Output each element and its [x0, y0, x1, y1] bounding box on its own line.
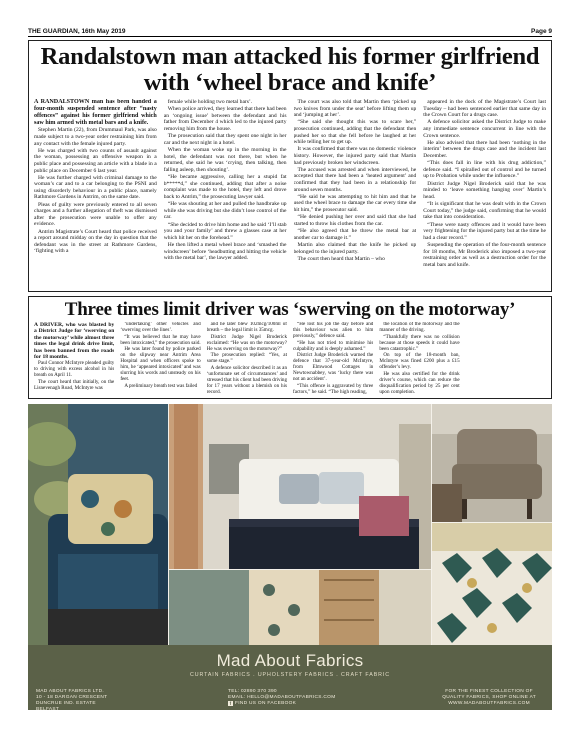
paragraph: “He denied pushing her over and said that she had started to throw his clothes from the car. — [293, 214, 417, 227]
paper-date: THE GUARDIAN, 16th May 2019 — [28, 27, 126, 35]
story2-col-1 — [34, 322, 114, 397]
paragraph: He was also certified for the drink driver’s course, which can reduce the disqualification period by 25 per cent upon completion. — [379, 371, 460, 395]
paragraph: District Judge Broderick warned the defence that 37-year-old McIntyre, from Elmwood Cottages in Newtownabbey, was ‘lucky there was not an accident’. — [293, 352, 374, 383]
cushion-illustration — [432, 523, 552, 645]
paragraph: “He became aggressive, calling her a stupid fat b*****d,” she continued, adding that after a noise complaint was made to the hotel, they left and drove back to Antrim,” the prosecuting lawyer said. — [163, 174, 287, 200]
paragraph: “It was believed that he may have been intoxicated,” the prosecution said. — [120, 333, 201, 346]
paragraph: District Judge Nigel Broderick exclaimed: “He was on the motorway? He was swerving on the motorway?” — [206, 333, 287, 352]
paragraph: When the woman woke up in the morning in the hotel, the defendant was not there, but when he returned, she said he was ‘crying, then talking, then falling asleep, then shouting’. — [163, 147, 287, 173]
story1-headline: Randalstown man attacked his former girlfriend with ‘wheel brace and knife’ — [40, 43, 540, 96]
paragraph: The accused was arrested and when interviewed, he accepted that there had been a ‘heated argument’ and confirmed that they had been in a relationship for around seven months. — [293, 166, 417, 193]
paragraph: He was further charged with criminal damage to the woman’s car and to a car belonging to the PSNI and using disorderly behaviour in a public place, namely Rathmore Gardens in Antrim, on the same date. — [34, 174, 157, 201]
armchair-photo — [432, 404, 552, 522]
armchair-illustration — [432, 404, 552, 522]
paragraph: “Thankfully there was no collision because at those speeds it could have been catastrophic.” — [379, 333, 460, 352]
paragraph: Antrim Magistrate’s Court heard that police received a report around midday on the day in question that the defendant was in the street at Rathmore Gardens, ‘fighting with a — [34, 228, 157, 255]
cushion-photo — [432, 523, 552, 645]
page-number: Page 9 — [531, 27, 552, 35]
paragraph: The court then heard that Martin – who — [297, 255, 385, 262]
story2-col-2 — [120, 322, 200, 397]
bedroom-photo — [169, 404, 431, 569]
paragraph: District Judge Nigel Broderick said that he was minded to ‘leave something hanging over’ Martin’s head. — [423, 180, 546, 200]
paragraph: the location of the motorway and the manner of the driving. — [379, 322, 460, 333]
story1-col-4 — [423, 99, 546, 269]
facebook-line — [228, 701, 336, 707]
paragraph: He was charged with two counts of assault against the woman, possessing an offensive weapon in a public place and possessing an article with a blade in a public place on December 6 last year. — [34, 147, 157, 174]
chair-photo — [28, 404, 168, 645]
paragraph: A DRIVER, who was blasted by a District Judge for ‘swerving on the motorway’ while almost three times the legal drink drive limit, has been banned from the roads for 18 months. — [34, 322, 115, 361]
paragraph: “She decided to drive him home and he said ‘I’ll stab you and your family’ and threw a glasses case at her which hit her on the forehead.” — [163, 221, 287, 241]
address-line: MAD ABOUT FABRICS LTD. — [36, 689, 104, 694]
story1-col-2 — [164, 99, 287, 269]
story2-body — [34, 322, 546, 397]
story1-body — [34, 99, 546, 269]
paragraph: A defence solicitor described it as an ‘unfortunate set of circumstances’ and stressed that his client had been driving for 17 years without a blemish on his record. — [206, 365, 287, 395]
phone-line: TEL: 02890 370 390 — [228, 689, 277, 694]
paragraph: A defence solicitor asked the District Judge to make any immediate sentence concurrent in line with the Crown sentence. — [423, 119, 546, 139]
facebook-icon: f — [229, 701, 232, 706]
story2-col-3 — [207, 322, 287, 397]
story2-col-5 — [379, 322, 459, 397]
paragraph: “She said she thought this was to scare her,” prosecution continued, adding that the defendant then pushed her so that she fell before he laughed at her while telling her to get up. — [293, 119, 417, 146]
paragraph: Suspending the operation of the four-month sentence for 18 months, Mr Broderick also imposed a two-year restraining order as well as a destruction order for the metal bars and knife. — [423, 242, 546, 268]
brand-name: Mad About Fabrics — [216, 651, 364, 670]
paragraph: Stephen Martin (22), from Drummaul Park, was also made subject to a two-year order restraining him from any contact with the female injured party. — [34, 127, 157, 147]
address-line: DUNCRUE IND. ESTATE — [36, 701, 96, 706]
paragraph: Paul Connor McIntyre pleaded guilty to driving with excess alcohol in his breath on April 11. — [34, 360, 115, 379]
paragraph: When police arrived, they learned that there had been an ‘ongoing issue’ between the defendant and his father from December 4 which led to the injured party removing him from the house. — [163, 106, 287, 132]
story1-col-1 — [34, 99, 157, 269]
paragraph: Pleas of guilty were previously entered to all seven charges and a further allegation of theft was dismissed after the prosecution were unable to offer any evidence. — [34, 201, 157, 228]
paragraph: appeared in the dock of the Magistrate’s Court last Tuesday – had been sentenced earlier that same day in the Crown Court for a drugs case. — [423, 99, 546, 119]
paragraph: “These were nasty offences and it would have been very frightening for the injured party but at the time he had a clear record.” — [423, 221, 546, 241]
web-line: FOR THE FINEST COLLECTION OF — [445, 689, 533, 694]
paragraph: It was confirmed that there was no domestic violence history. However, the injured party said that Martin had previously broken her windscreen. — [293, 146, 417, 166]
advert-web — [442, 689, 536, 707]
swatches-illustration — [169, 570, 431, 645]
paragraph: The prosecution said that they spent one night in her car and the next night in a hotel. — [163, 133, 287, 146]
web-line: QUALITY FABRICS, SHOP ONLINE AT — [442, 695, 536, 700]
paragraph: A preliminary breath test was failed — [124, 382, 198, 389]
paragraph: Martin also claimed that the knife he picked up belonged to the injured party. — [293, 242, 417, 255]
fabric-advert — [28, 404, 552, 710]
paragraph: The prosecution replied: “Yes, at some stage.” — [206, 352, 287, 365]
story2-headline: Three times limit driver was ‘swerving on the motorway’ — [64, 299, 516, 320]
bedroom-illustration — [169, 404, 431, 569]
brand-tagline: CURTAIN FABRICS . UPHOLSTERY FABRICS . CRAFT FABRIC — [190, 672, 390, 678]
paragraph: He then lifted a metal wheel brace and ‘smashed the windscreen’ before ‘headbutting and hitting the vehicle with the metal bar’, the lawyer added. — [163, 242, 287, 262]
paragraph: and he later blew 102mcg/100ml of breath – the legal limit is 35mcg. — [206, 322, 287, 333]
story2-col-6 — [466, 322, 546, 397]
advert-contact — [228, 689, 336, 707]
paragraph: “He said he was attempting to hit him and that he used the wheel brace to damage the car every time she hit him,” the prosecutor said. — [293, 193, 417, 213]
email-line: EMAIL: HELLO@MADABOUTFABRICS.COM — [228, 695, 336, 700]
story-randalstown — [28, 40, 552, 292]
paragraph: “He also agreed that he threw the metal bar at another car to damage it.” — [293, 228, 417, 241]
story-drink-driver — [28, 296, 552, 399]
paragraph: A RANDALSTOWN man has been handed a four-month suspended sentence after “nasty offences” against his former girlfriend which saw him armed with metal bars and a knife. — [34, 99, 157, 126]
paragraph: “He lost his job the day before and this behaviour was alien to him previously,” defence said. — [293, 322, 374, 339]
story1-col-3 — [294, 99, 417, 269]
story2-col-4 — [293, 322, 373, 397]
web-url: WWW.MADABOUTFABRICS.COM — [448, 701, 530, 706]
facebook-text: FIND US ON FACEBOOK — [235, 701, 297, 706]
paragraph: “He was shouting at her and pulled the handbrake up while she was driving but she didn’t lose control of the car. — [163, 201, 287, 221]
paragraph: ‘undertaking’ other vehicles and ‘swerving over the lines’. — [120, 322, 201, 333]
paragraph: “This does fall in line with his drug addiction,” defence said. “I spiralled out of control and he turned up to Probation while under the influence.” — [423, 160, 546, 180]
paragraph: The court was also told that Martin then ‘picked up two knives from under the seat’ before lifting them up and ‘jumping at her’. — [293, 99, 417, 119]
paragraph: “This offence is aggravated by three factors,” he said. “The high reading, — [293, 382, 374, 395]
paragraph: He was later found by police parked on the slipway near Antrim Area Hospital and when officers spoke to him, he ‘appeared intoxicated’ and was slurring his words and unsteady on his feet. — [120, 346, 201, 383]
masthead — [28, 27, 552, 37]
paragraph: “He has not tried to minimise his culpability and is deeply ashamed.” — [293, 339, 374, 352]
paragraph: He also advised that there had been ‘nothing in the interim’ between the drugs case and the incident last December. — [423, 139, 546, 159]
paragraph: On top of the 18-month ban, McIntyre was fined £200 plus a £15 offender’s levy. — [379, 352, 460, 371]
advert-address — [36, 689, 107, 710]
swatches-photo — [169, 570, 431, 645]
paragraph: The court heard that initially, on the Lisnevenagh Road, McIntyre was — [34, 378, 115, 391]
advert-banner — [28, 645, 552, 710]
paragraph: “It is significant that he was dealt with in the Crown Court today,” the judge said, confirming that he would take that into consideration. — [423, 201, 546, 221]
address-line: 10 - 18 DARGAN CRESCENT — [36, 695, 108, 700]
paragraph: female while holding two metal bars’. — [167, 99, 253, 105]
address-line: BELFAST — [36, 707, 60, 710]
chair-illustration — [28, 404, 168, 645]
